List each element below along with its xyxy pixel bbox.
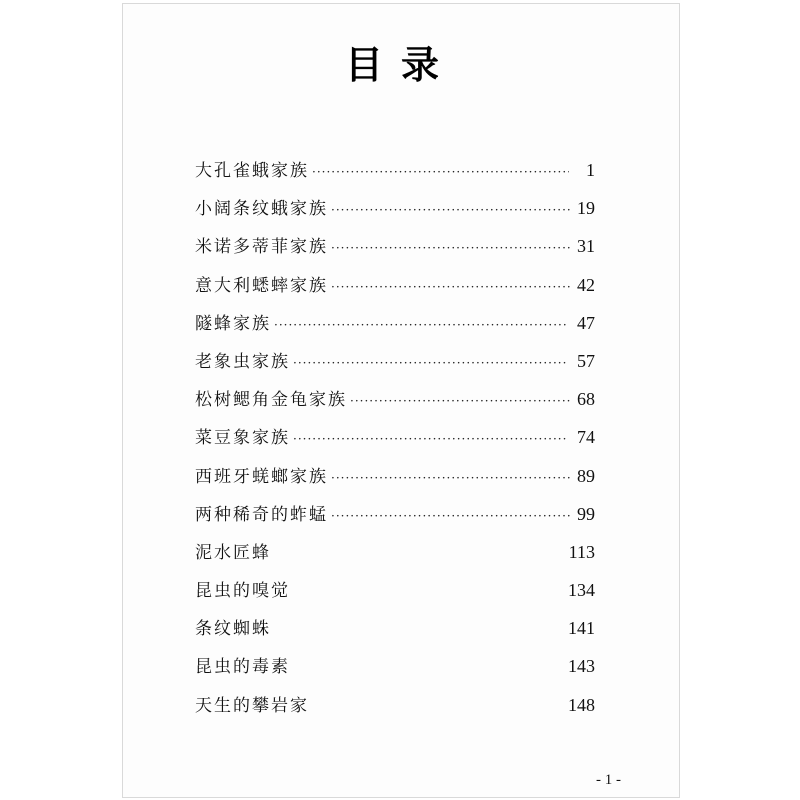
page-number-footer: - 1 - <box>596 772 621 788</box>
toc-entry <box>195 576 595 614</box>
toc-entry <box>195 423 595 461</box>
book-page <box>122 3 680 798</box>
toc-entry <box>195 385 595 423</box>
toc-entry-page: 148 <box>568 694 595 715</box>
toc-entry-page: 89 <box>577 465 595 486</box>
toc-entry <box>195 271 595 309</box>
toc-entry-title: 大孔雀蛾家族 <box>195 161 309 181</box>
dot-leader <box>293 432 567 446</box>
toc-entry <box>195 691 595 729</box>
toc-entry-title: 小阔条纹蛾家族 <box>195 199 328 220</box>
toc-entry <box>195 500 595 538</box>
toc-entry-page: 19 <box>577 198 595 219</box>
toc-entry-page: 99 <box>577 503 595 524</box>
toc-entry <box>195 232 595 270</box>
toc-entry-title: 两种稀奇的蚱蜢 <box>195 504 328 525</box>
toc-entry-title: 昆虫的毒素 <box>195 657 290 678</box>
toc-entry <box>195 614 595 652</box>
toc-entry-title: 西班牙蜣螂家族 <box>195 466 328 487</box>
toc-entry-title: 松树鳃角金龟家族 <box>195 390 347 411</box>
dot-leader <box>312 165 569 179</box>
toc-entry-page: 143 <box>568 656 595 677</box>
toc-entry <box>195 309 595 347</box>
toc-entry-title: 昆虫的嗅觉 <box>195 581 290 602</box>
dot-leader <box>331 203 570 217</box>
dot-leader <box>350 394 572 408</box>
toc-entry-page: 1 <box>586 160 595 180</box>
toc-entry-title: 条纹蜘蛛 <box>195 619 271 640</box>
toc-entry-page: 57 <box>577 350 595 371</box>
toc-entry-title: 泥水匠蜂 <box>195 542 271 563</box>
toc-entry-title: 老象虫家族 <box>195 351 290 372</box>
toc-entry-title: 隧蜂家族 <box>195 313 271 334</box>
toc-entry-title: 天生的攀岩家 <box>195 695 309 716</box>
toc-entry-page: 47 <box>577 312 595 333</box>
toc-entry <box>195 538 595 576</box>
toc-entry-page: 113 <box>568 541 595 562</box>
dot-leader <box>331 471 570 485</box>
toc-entry <box>195 652 595 690</box>
toc-entry <box>195 194 595 232</box>
toc-entry-title: 菜豆象家族 <box>195 428 290 449</box>
toc-entry <box>195 347 595 385</box>
toc-entry <box>195 462 595 500</box>
dot-leader <box>331 280 570 294</box>
table-of-contents <box>195 156 595 729</box>
toc-entry-page: 42 <box>577 274 595 295</box>
dot-leader <box>331 509 570 523</box>
toc-entry-page: 74 <box>577 427 595 448</box>
toc-entry-page: 134 <box>568 580 595 601</box>
toc-entry-page: 141 <box>568 618 595 639</box>
dot-leader <box>274 318 566 332</box>
toc-entry-title: 米诺多蒂菲家族 <box>195 237 328 258</box>
toc-entry-page: 31 <box>577 236 595 257</box>
toc-entry-title: 意大利蟋蟀家族 <box>195 275 328 296</box>
toc-entry <box>195 156 595 194</box>
dot-leader <box>331 241 570 255</box>
dot-leader <box>293 356 567 370</box>
toc-entry-page: 68 <box>577 389 595 410</box>
page-title: 目录 <box>344 42 457 87</box>
